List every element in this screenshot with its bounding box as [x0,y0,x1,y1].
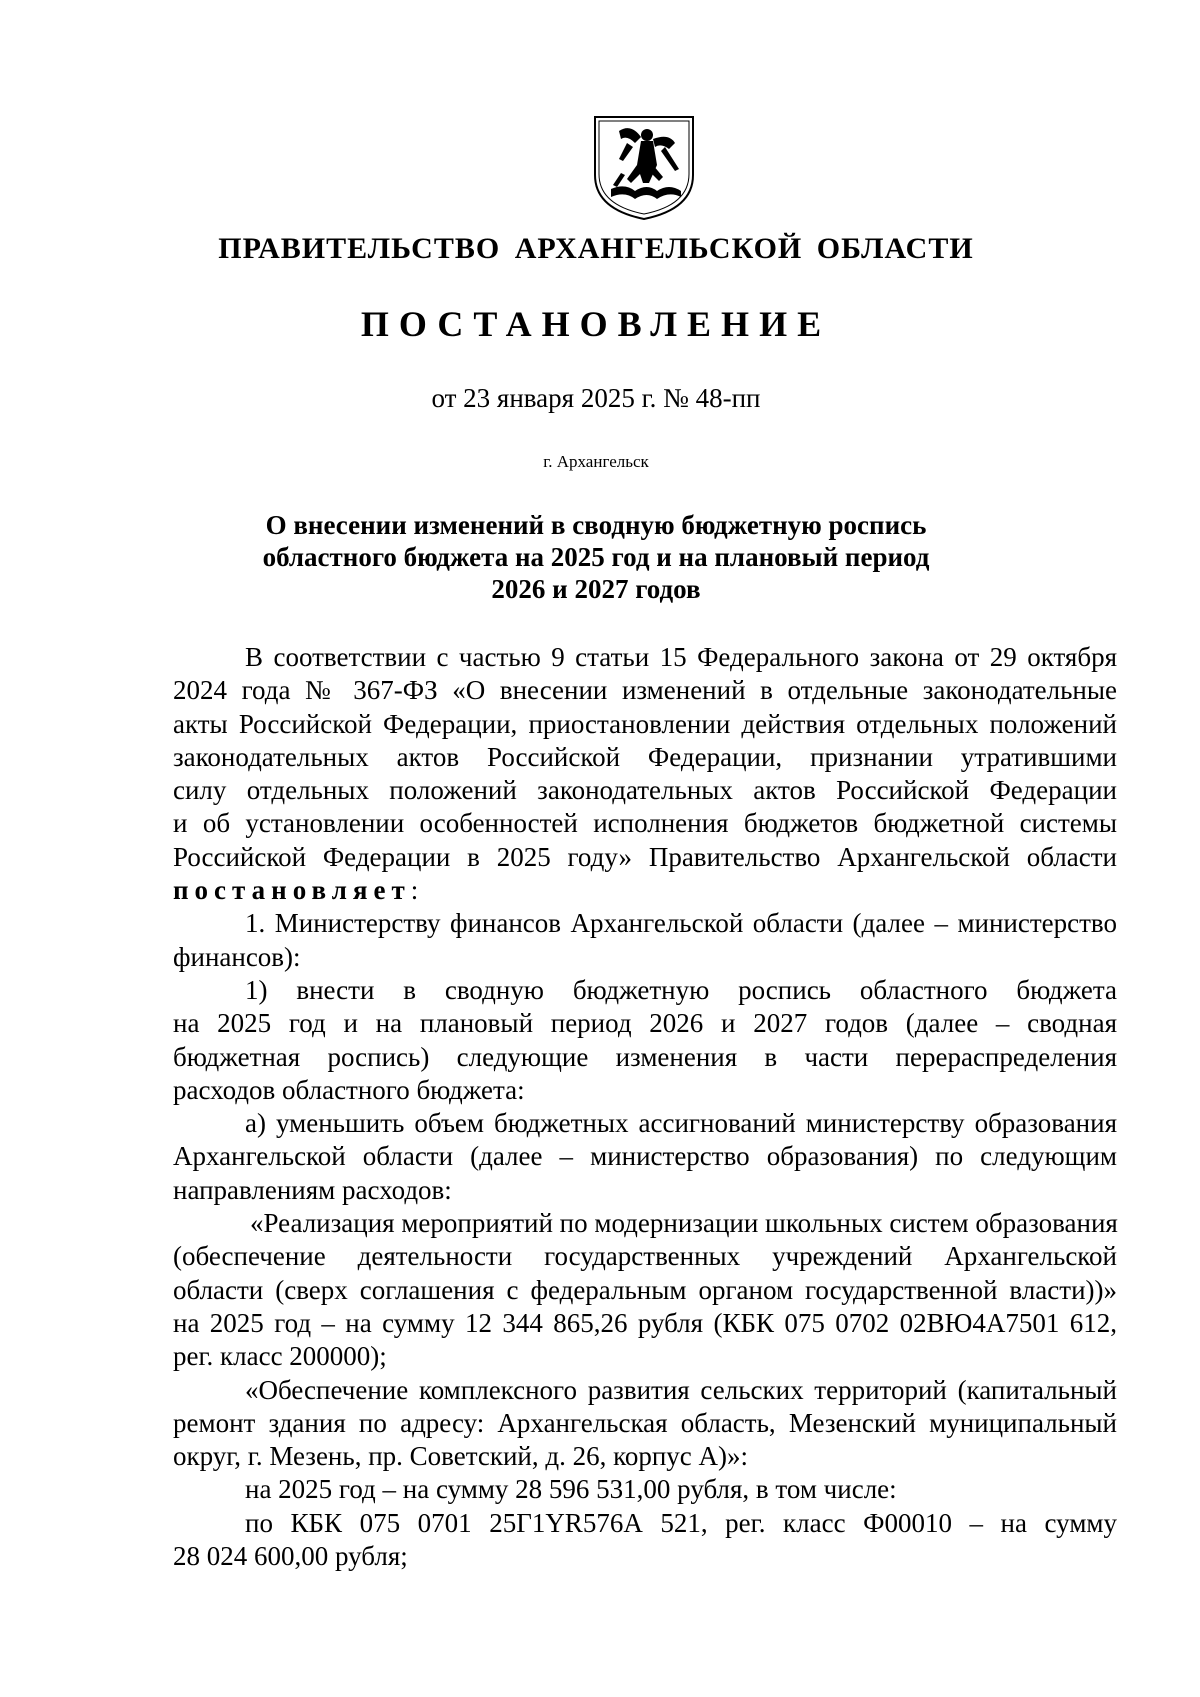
document-city: г. Архангельск [543,452,649,471]
body-line: акты Российской Федерации, приостановлении действия отдельных положений [173,708,1117,739]
body-line: «Реализация мероприятий по модернизации школьных систем образования [250,1208,1118,1239]
body-line: на 2025 год – на сумму 28 596 531,00 рубля, в том числе: [245,1474,897,1505]
body-line: В соответствии с частью 9 статьи 15 Федерального закона от 29 октября [245,642,1117,672]
decree-colon: : [410,875,419,906]
body-line: (обеспечение деятельности государственных учреждений Архангельской [173,1241,1117,1272]
body-line: 28 024 600,00 рубля; [173,1541,408,1572]
subject-line: областного бюджета на 2025 год и на плановый период [262,542,930,572]
decree-word: постановляет [173,875,411,906]
body-line: силу отдельных положений законодательных актов Российской Федерации [173,775,1117,806]
body-line: и об установлении особенностей исполнения бюджетов бюджетной системы [173,808,1117,839]
body-line: ремонт здания по адресу: Архангельская область, Мезенский муниципальный [173,1407,1117,1438]
body-line: финансов): [173,941,301,972]
body-line: по КБК 075 0701 25Г1YR576А 521, рег. класс Ф00010 – на сумму [245,1507,1117,1538]
body-line: бюджетная роспись) следующие изменения в части перераспределения [173,1041,1117,1072]
subject-line: О внесении изменений в сводную бюджетную роспись [265,510,927,540]
organization-title: ПРАВИТЕЛЬСТВО АРХАНГЕЛЬСКОЙ ОБЛАСТИ [218,232,974,265]
body-line: расходов областного бюджета: [173,1074,525,1105]
body-line: а) уменьшить объем бюджетных ассигнований министерству образования [245,1108,1117,1139]
body-line: 1) внести в сводную бюджетную роспись областного бюджета [245,974,1117,1005]
body-line: Российской Федерации в 2025 году» Правительство Архангельской области [173,841,1117,872]
body-line: Архангельской области (далее – министерство образования) по следующим [173,1141,1117,1172]
document-date-number: от 23 января 2025 г. № 48-пп [431,383,761,413]
body-line: «Обеспечение комплексного развития сельских территорий (капитальный [245,1374,1117,1405]
body-line: законодательных актов Российской Федерации, признании утратившими [173,741,1117,772]
body-line: 1. Министерству финансов Архангельской области (далее – министерство [245,908,1117,939]
document-type-title: ПОСТАНОВЛЕНИЕ [360,304,832,344]
body-line: 2024 года № 367-ФЗ «О внесении изменений в отдельные законодательные [173,675,1117,706]
document-subject [200,509,992,605]
decree-line [173,874,1117,907]
coat-of-arms-emblem [591,113,697,223]
body-line: рег. класс 200000); [173,1341,387,1372]
body-line: на 2025 год и на плановый период 2026 и 2027 годов (далее – сводная [173,1008,1117,1039]
body-line: округ, г. Мезень, пр. Советский, д. 26, корпус А)»: [173,1441,749,1472]
body-line: на 2025 год – на сумму 12 344 865,26 рубля (КБК 075 0702 02ВЮ4А7501 612, [173,1307,1117,1338]
subject-line: 2026 и 2027 годов [491,574,701,604]
document-body [173,641,1117,1573]
body-line: области (сверх соглашения с федеральным органом государственной власти))» [173,1274,1117,1305]
body-line: направлениям расходов: [173,1174,452,1205]
